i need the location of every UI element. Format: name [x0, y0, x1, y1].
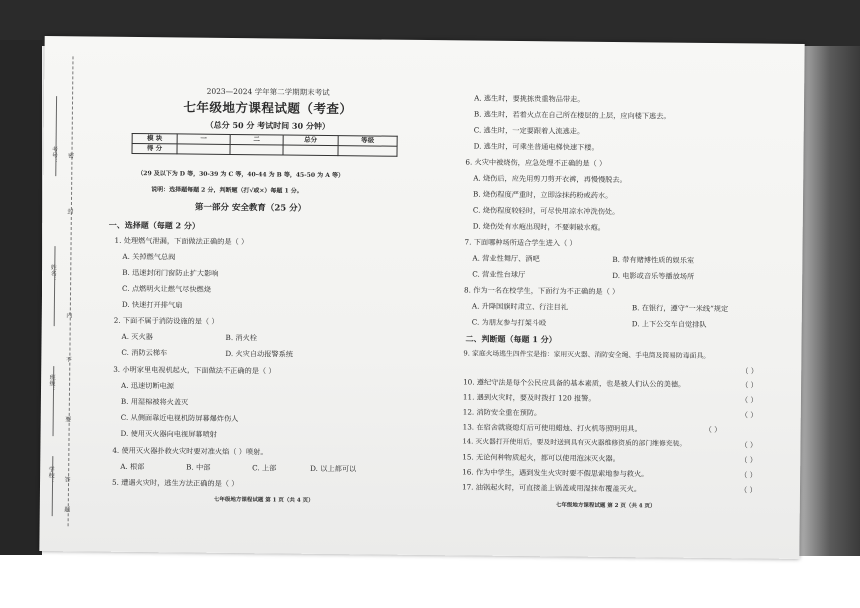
question-16: 16. 作为中学生，遇到发生火灾时要不假思索地参与救火。: [462, 467, 649, 479]
score-cell: 一: [177, 134, 230, 145]
binding-line: [68, 56, 74, 526]
option: B. 用湿棉被将火盖灭: [120, 396, 189, 407]
answer-paren: （ ）: [740, 455, 758, 465]
option: B. 烧伤程度严重时，立即涂抹药粉或药水。: [473, 189, 613, 200]
side-label-name: 姓名：: [49, 264, 57, 283]
option: A. 灭火器: [121, 331, 153, 342]
question-13: 13. 在宿舍就寝熄灯后可使用蜡烛、打火机等照明用具。: [462, 422, 642, 434]
answer-paren: （ ）: [740, 395, 758, 405]
exam-title: 七年级地方课程试题（考查）: [183, 99, 353, 117]
option: A. 烧伤后，应先用剪刀剪开衣裤，再慢慢脱去。: [473, 173, 627, 185]
score-cell: 模 块: [132, 133, 177, 143]
option: D. 快速打开排气扇: [121, 299, 183, 310]
instructions: 说明：选择题每题 2 分，判断题（打√或×）每题 1 分。: [151, 186, 303, 195]
option: A. 营业性舞厅、酒吧: [472, 253, 540, 264]
score-cell: 二: [230, 134, 283, 145]
question-12: 12. 消防安全重在预防。: [462, 407, 542, 418]
score-cell: 总分: [283, 135, 338, 146]
option: B. 迅速封闭门窗防止扩大影响: [122, 267, 219, 278]
option: C. 营业性台球厅: [472, 269, 526, 280]
option: C. 消防云梯车: [121, 347, 168, 358]
question-3: 3. 小明家里电视机起火，下面做法不正确的是（ ）: [113, 364, 276, 376]
exam-year: 2023—2024 学年第二学期期末考试: [206, 86, 330, 98]
score-cell: 等级: [338, 136, 397, 147]
question-6: 6. 火灾中被烧伤，应急处理不正确的是（ ）: [465, 157, 607, 168]
option: D. 烧伤处有水疱出现时，不要刺破水疱。: [472, 221, 606, 232]
side-label-class: 班级：: [47, 374, 56, 393]
section-heading: 二、判断题（每题 1 分）: [465, 333, 557, 345]
page-footer: 七年级地方课程试题 第 1 页（共 4 页）: [213, 496, 314, 504]
answer-paren: （ ）: [704, 424, 722, 435]
question-14: 14. 灭火器打开使用后，要及时送到具有灭火器维修资质的部门维修充装。: [462, 437, 687, 448]
score-cell: [230, 144, 283, 155]
option: B. 中部: [186, 462, 211, 472]
question-11: 11. 遇到火灾时，要及时拨打 120 报警。: [462, 392, 596, 403]
question-15: 15. 无论何种物质起火，都可以使用泡沫灭火器。: [462, 452, 620, 464]
right-page: [461, 92, 794, 510]
section-heading: 一、选择题（每题 2 分）: [108, 219, 200, 231]
seal-char: 内: [64, 312, 72, 319]
side-label-school: 学校：: [47, 466, 55, 485]
question-1: 1. 处理燃气泄漏，下面做法正确的是（ ）: [114, 235, 249, 247]
option: D. 使用灭火器向电视屏幕喷射: [120, 428, 217, 439]
exam-paper: [39, 36, 804, 559]
option: C. 逃生时，一定要跟着人流逃走。: [473, 125, 585, 136]
seal-char: 要: [63, 416, 71, 423]
seal-char: 答: [63, 476, 71, 483]
score-cell: [177, 144, 230, 155]
option: D. 上下公交车自觉排队: [631, 319, 707, 329]
option: C. 从侧面靠近电视机防屏幕爆炸伤人: [120, 412, 239, 424]
name-underline: [54, 246, 56, 326]
answer-paren: （ ）: [740, 470, 757, 480]
question-10: 10. 遵纪守法是每个公民应具备的基本素质，也是被人们认公的美德。: [463, 377, 686, 389]
option: A. 迅速切断电源: [121, 380, 174, 391]
school-underline: [52, 456, 54, 516]
seal-char: 密: [66, 152, 74, 159]
score-cell: 得 分: [132, 143, 177, 153]
option: D. 火灾自动报警系统: [225, 348, 294, 359]
option: B. 带有赌博性质的娱乐室: [612, 254, 695, 265]
background-left: [0, 40, 42, 555]
option: B. 消火栓: [225, 332, 258, 343]
option: B. 在银行，遵守“一米线”规定: [631, 303, 729, 314]
exam-subtitle: （总分 50 分 考试时间 30 分钟）: [205, 119, 330, 132]
option: C. 上部: [252, 463, 277, 473]
question-9: 9. 家庭火场逃生四件宝是指：家用灭火器、消防安全绳、手电筒及简易防毒面具。: [463, 349, 710, 361]
option: D. 逃生时，可乘坐普通电梯快速下楼。: [473, 141, 599, 152]
grade-note: （29 及以下为 D 等，30-39 为 C 等，40-44 为 B 等，45-50 为 A 等）: [137, 170, 345, 180]
option: B. 逃生时，若着火点在自己所在楼层的上层，应向楼下逃去。: [473, 109, 671, 121]
page-footer: 七年级地方课程试题 第 2 页（共 4 页）: [555, 502, 656, 510]
side-label-id: 考号：: [50, 146, 58, 165]
part-title: 第一部分 安全教育（25 分）: [194, 202, 307, 214]
left-page: [108, 85, 453, 504]
question-8: 8. 作为一名在校学生，下面行为不正确的是（ ）: [464, 285, 620, 297]
option: D. 以上都可以: [310, 463, 357, 474]
option: A. 关掉燃气总阀: [122, 251, 176, 262]
question-2: 2. 下面不属于消防设施的是（ ）: [113, 315, 219, 326]
seal-char: 题: [62, 506, 70, 513]
question-7: 7. 下面哪种场所适合学生进入（ ）: [464, 237, 577, 248]
seal-char: 不: [64, 356, 72, 363]
option: C. 点燃明火让燃气尽快燃烧: [122, 283, 212, 294]
option: A. 升降国旗时肃立、行注目礼: [471, 301, 568, 312]
option: A. 逃生时，要挑拣贵重物品带走。: [474, 93, 585, 104]
score-cell: [283, 145, 338, 156]
answer-paren: （ ）: [740, 410, 758, 420]
question-4: 4. 使用灭火器扑救火灾时要对准火焰（ ）喷射。: [112, 445, 268, 457]
option: C. 烧伤程度较轻时，可尽快用凉水冲洗伤处。: [472, 205, 620, 217]
answer-paren: （ ）: [740, 440, 758, 450]
option: C. 为朋友参与打架斗殴: [471, 317, 547, 328]
score-cell: [338, 146, 397, 157]
question-5: 5. 遭遇火灾时，逃生方法正确的是（ ）: [112, 477, 239, 489]
answer-paren: （ ）: [741, 380, 758, 390]
score-table: [131, 133, 397, 157]
option: D. 电影或音乐等播放场所: [612, 270, 695, 281]
answer-paren: （ ）: [739, 485, 757, 495]
question-17: 17. 油锅起火时，可直接盖上锅盖或用湿抹布覆盖灭火。: [461, 482, 642, 494]
option: A. 根部: [120, 461, 145, 472]
answer-paren: （ ）: [741, 366, 758, 376]
seal-char: 封: [65, 208, 73, 215]
